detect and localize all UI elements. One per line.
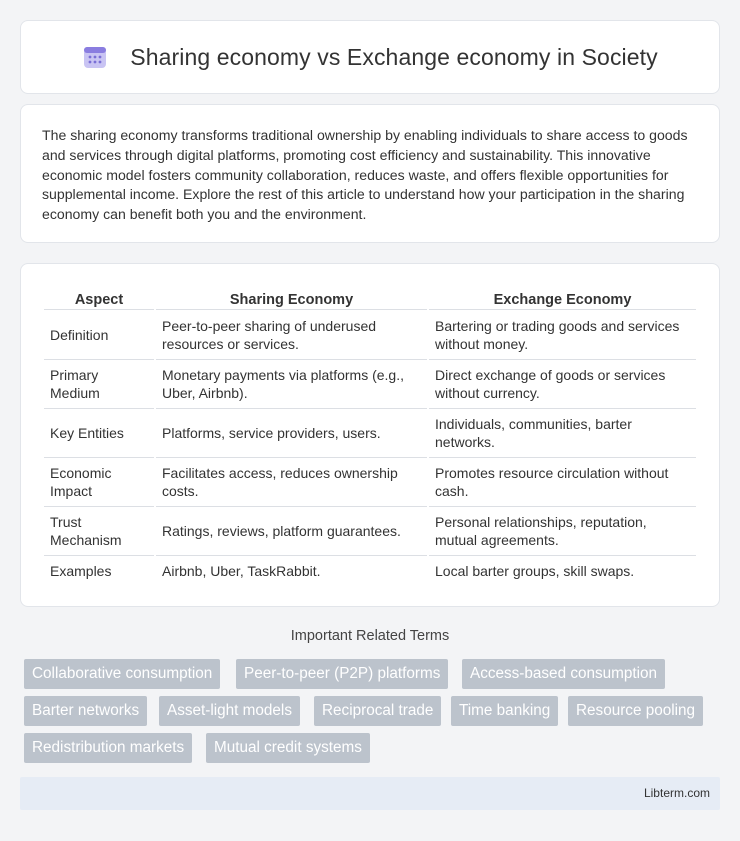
- table-cell-sharing: Facilitates access, reduces ownership costs.: [156, 457, 427, 506]
- table-cell-sharing: Monetary payments via platforms (e.g., Uber, Airbnb).: [156, 359, 427, 408]
- table-cell-aspect: Examples: [44, 555, 154, 586]
- table-cell-exchange: Individuals, communities, barter networks.: [429, 408, 696, 457]
- table-cell-sharing: Peer-to-peer sharing of underused resources or services.: [162, 317, 377, 352]
- page-title: Sharing economy vs Exchange economy in Society: [130, 43, 658, 70]
- table-row: [44, 506, 696, 555]
- table-cell-exchange: Bartering or trading goods and services without money.: [435, 317, 680, 352]
- related-terms-title: Important Related Terms: [290, 628, 450, 644]
- table-row: [44, 359, 696, 408]
- header-aspect: Aspect: [44, 284, 154, 310]
- footer-site-link[interactable]: Libterm.com: [643, 786, 710, 800]
- related-tag[interactable]: Peer-to-peer (P2P) platforms: [236, 659, 448, 689]
- table-cell-exchange: Promotes resource circulation without cash.: [429, 457, 696, 506]
- title-card: [20, 20, 720, 94]
- related-tag[interactable]: Collaborative consumption: [24, 659, 220, 689]
- header-exchange-economy: Exchange Economy: [429, 284, 696, 310]
- comparison-table: [42, 284, 698, 586]
- table-cell-sharing: Ratings, reviews, platform guarantees.: [156, 506, 427, 555]
- intro-paragraph: The sharing economy transforms traditional ownership by enabling individuals to share access to goods and services through digital platforms, promoting cost efficiency and sustainability. This innovative economic model fosters community collaboration, reduces waste, and offers flexible opportunities for supplemental income. Explore the rest of this article to understand how your participation in the sharing economy can benefit both you and the environment.: [42, 127, 688, 223]
- table-row: [44, 408, 696, 457]
- intro-card: [20, 104, 720, 243]
- footer: [20, 777, 720, 810]
- table-row: [44, 555, 696, 586]
- table-cell-aspect: Primary Medium: [44, 359, 154, 408]
- related-tag[interactable]: Resource pooling: [568, 696, 703, 726]
- table-cell-aspect: Economic Impact: [44, 457, 154, 506]
- related-tag[interactable]: Barter networks: [24, 696, 147, 726]
- table-cell-aspect: Definition: [50, 326, 109, 343]
- table-cell-exchange: Personal relationships, reputation, mutual agreements.: [429, 506, 696, 555]
- table-cell-aspect: Trust Mechanism: [44, 506, 154, 555]
- related-tag[interactable]: Time banking: [451, 696, 558, 726]
- related-tag[interactable]: Access-based consumption: [462, 659, 665, 689]
- table-row: [44, 457, 696, 506]
- table-cell-exchange: Direct exchange of goods or services without currency.: [429, 359, 696, 408]
- related-tag[interactable]: Mutual credit systems: [206, 733, 370, 763]
- table-cell-aspect: Key Entities: [44, 408, 154, 457]
- table-cell-exchange: Local barter groups, skill swaps.: [429, 555, 696, 586]
- comparison-table-card: [20, 263, 720, 607]
- header-sharing-economy: Sharing Economy: [156, 284, 427, 310]
- table-row: [44, 310, 696, 359]
- table-cell-sharing: Airbnb, Uber, TaskRabbit.: [156, 555, 427, 586]
- calendar-grid-icon: [82, 44, 108, 70]
- related-tag[interactable]: Reciprocal trade: [314, 696, 441, 726]
- related-tag[interactable]: Redistribution markets: [24, 733, 192, 763]
- related-tag[interactable]: Asset-light models: [159, 696, 300, 726]
- table-cell-sharing: Platforms, service providers, users.: [156, 408, 427, 457]
